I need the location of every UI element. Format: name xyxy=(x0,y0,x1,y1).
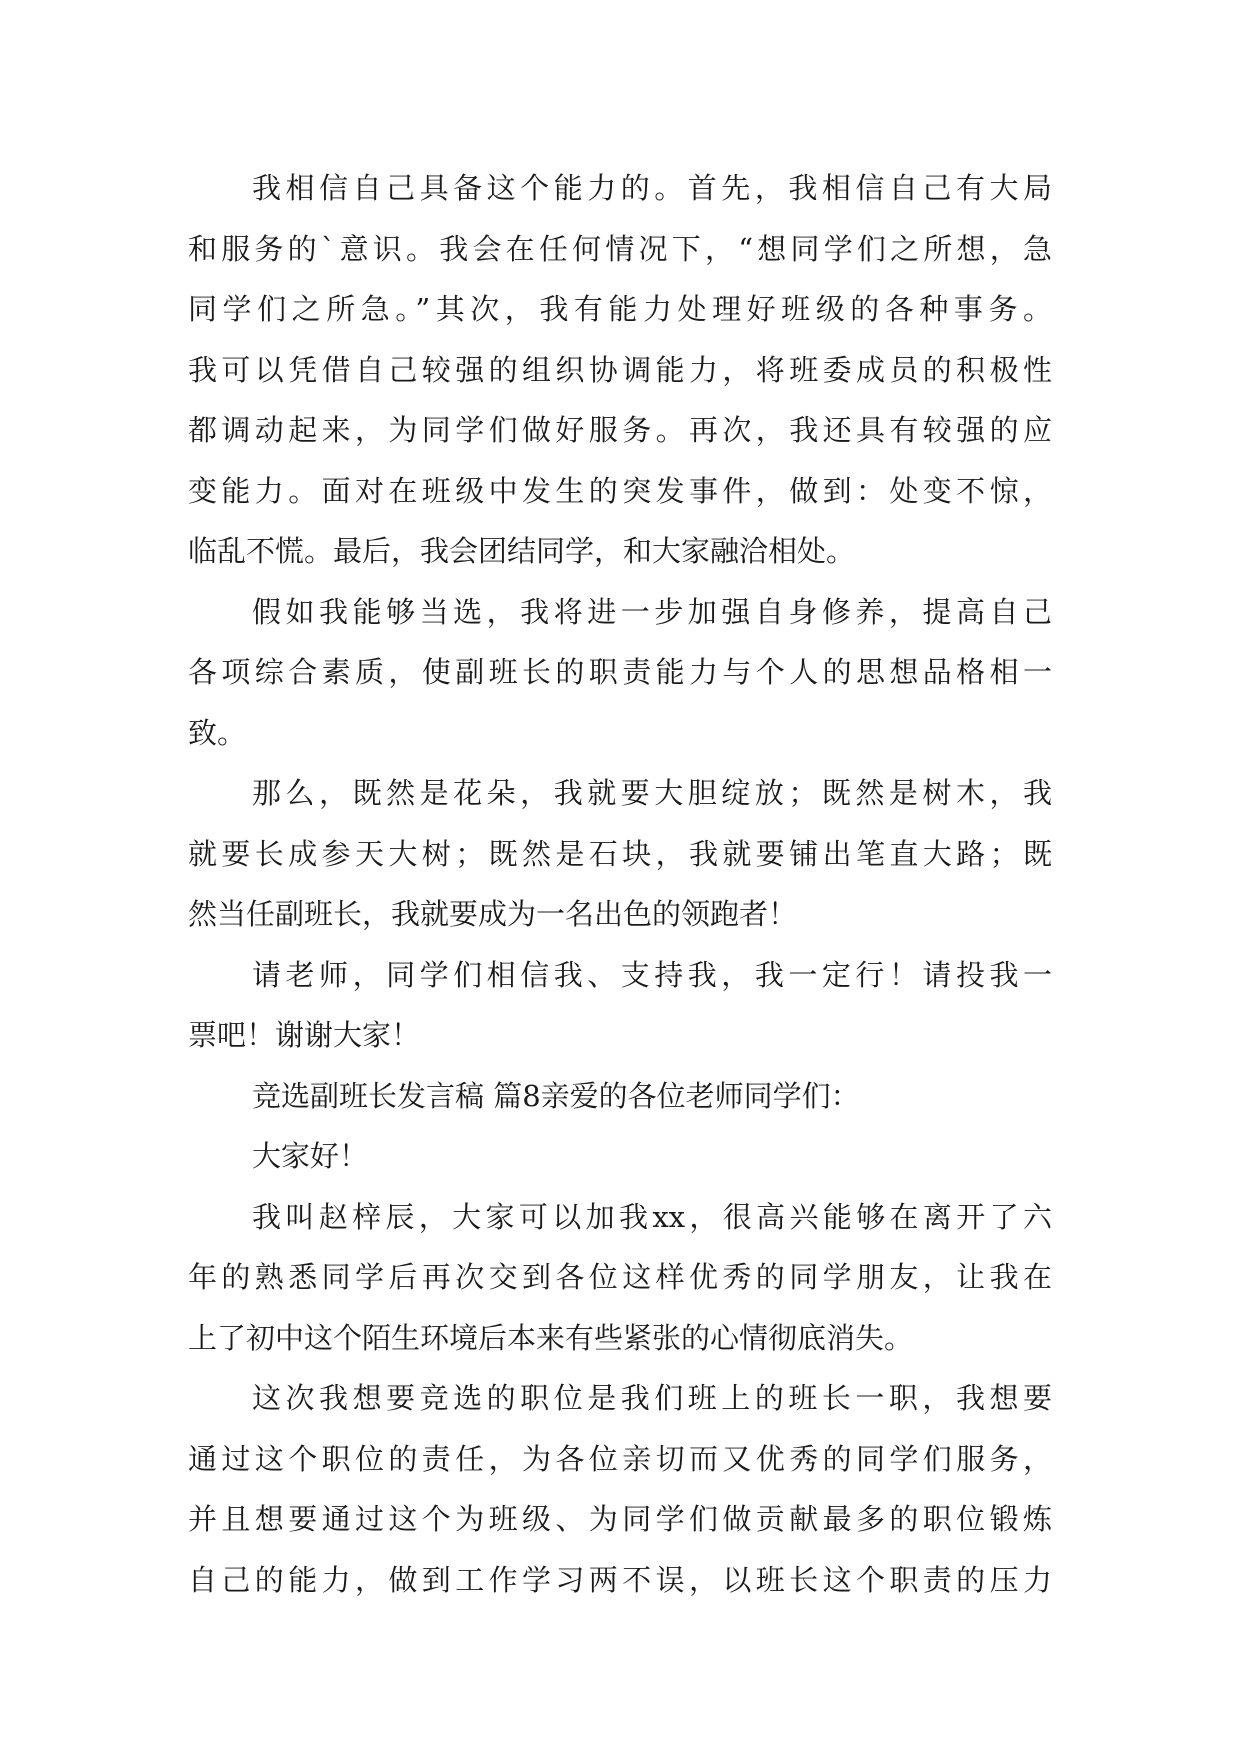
text-line: 通过这个职位的责任，为各位亲切而又优秀的同学们服务， xyxy=(188,1441,1052,1476)
text-line: 我相信自己具备这个能力的。首先，我相信自己有大局 xyxy=(252,171,1052,205)
text-line: 自己的能力，做到工作学习两不误，以班长这个职责的压力 xyxy=(188,1562,1052,1597)
text-line: 我叫赵梓辰，大家可以加我xx，很高兴能够在离开了六 xyxy=(252,1199,1052,1234)
text-line: 票吧！谢谢大家！ xyxy=(188,1018,421,1052)
body-text xyxy=(188,158,1052,1610)
text-line: 和服务的`意识。我会在任何情况下，“想同学们之所想，急 xyxy=(188,231,1052,266)
text-line: 请老师，同学们相信我、支持我，我一定行！请投我一 xyxy=(252,957,1052,992)
text-line: 变能力。面对在班级中发生的突发事件，做到：处变不惊， xyxy=(188,473,1052,508)
text-line: 我可以凭借自己较强的组织协调能力，将班委成员的积极性 xyxy=(188,352,1052,387)
text-line: 致。 xyxy=(188,715,247,750)
section-heading-line: 竞选副班长发言稿 篇8亲爱的各位老师同学们： xyxy=(252,1078,860,1113)
text-line: 临乱不慌。最后，我会团结同学，和大家融洽相处。 xyxy=(188,534,856,568)
greeting-line: 大家好！ xyxy=(252,1139,369,1173)
text-line: 上了初中这个陌生环境后本来有些紧张的心情彻底消失。 xyxy=(188,1320,914,1355)
text-line: 然当任副班长，我就要成为一名出色的领跑者！ xyxy=(188,897,798,931)
text-line: 就要长成参天大树；既然是石块，我就要铺出笔直大路；既 xyxy=(188,836,1052,871)
text-line: 假如我能够当选，我将进一步加强自身修养，提高自己 xyxy=(252,594,1052,629)
text-line: 各项综合素质，使副班长的职责能力与个人的思想品格相一 xyxy=(188,655,1052,689)
text-line: 那么，既然是花朵，我就要大胆绽放；既然是树木，我 xyxy=(252,776,1052,810)
text-line: 并且想要通过这个为班级、为同学们做贡献最多的职位锻炼 xyxy=(188,1502,1052,1536)
text-line: 这次我想要竞选的职位是我们班上的班长一职，我想要 xyxy=(252,1381,1052,1415)
text-line: 都调动起来，为同学们做好服务。再次，我还具有较强的应 xyxy=(188,413,1052,447)
text-line: 同学们之所急。”其次，我有能力处理好班级的各种事务。 xyxy=(188,292,1052,326)
text-line: 年的熟悉同学后再次交到各位这样优秀的同学朋友，让我在 xyxy=(188,1260,1052,1294)
